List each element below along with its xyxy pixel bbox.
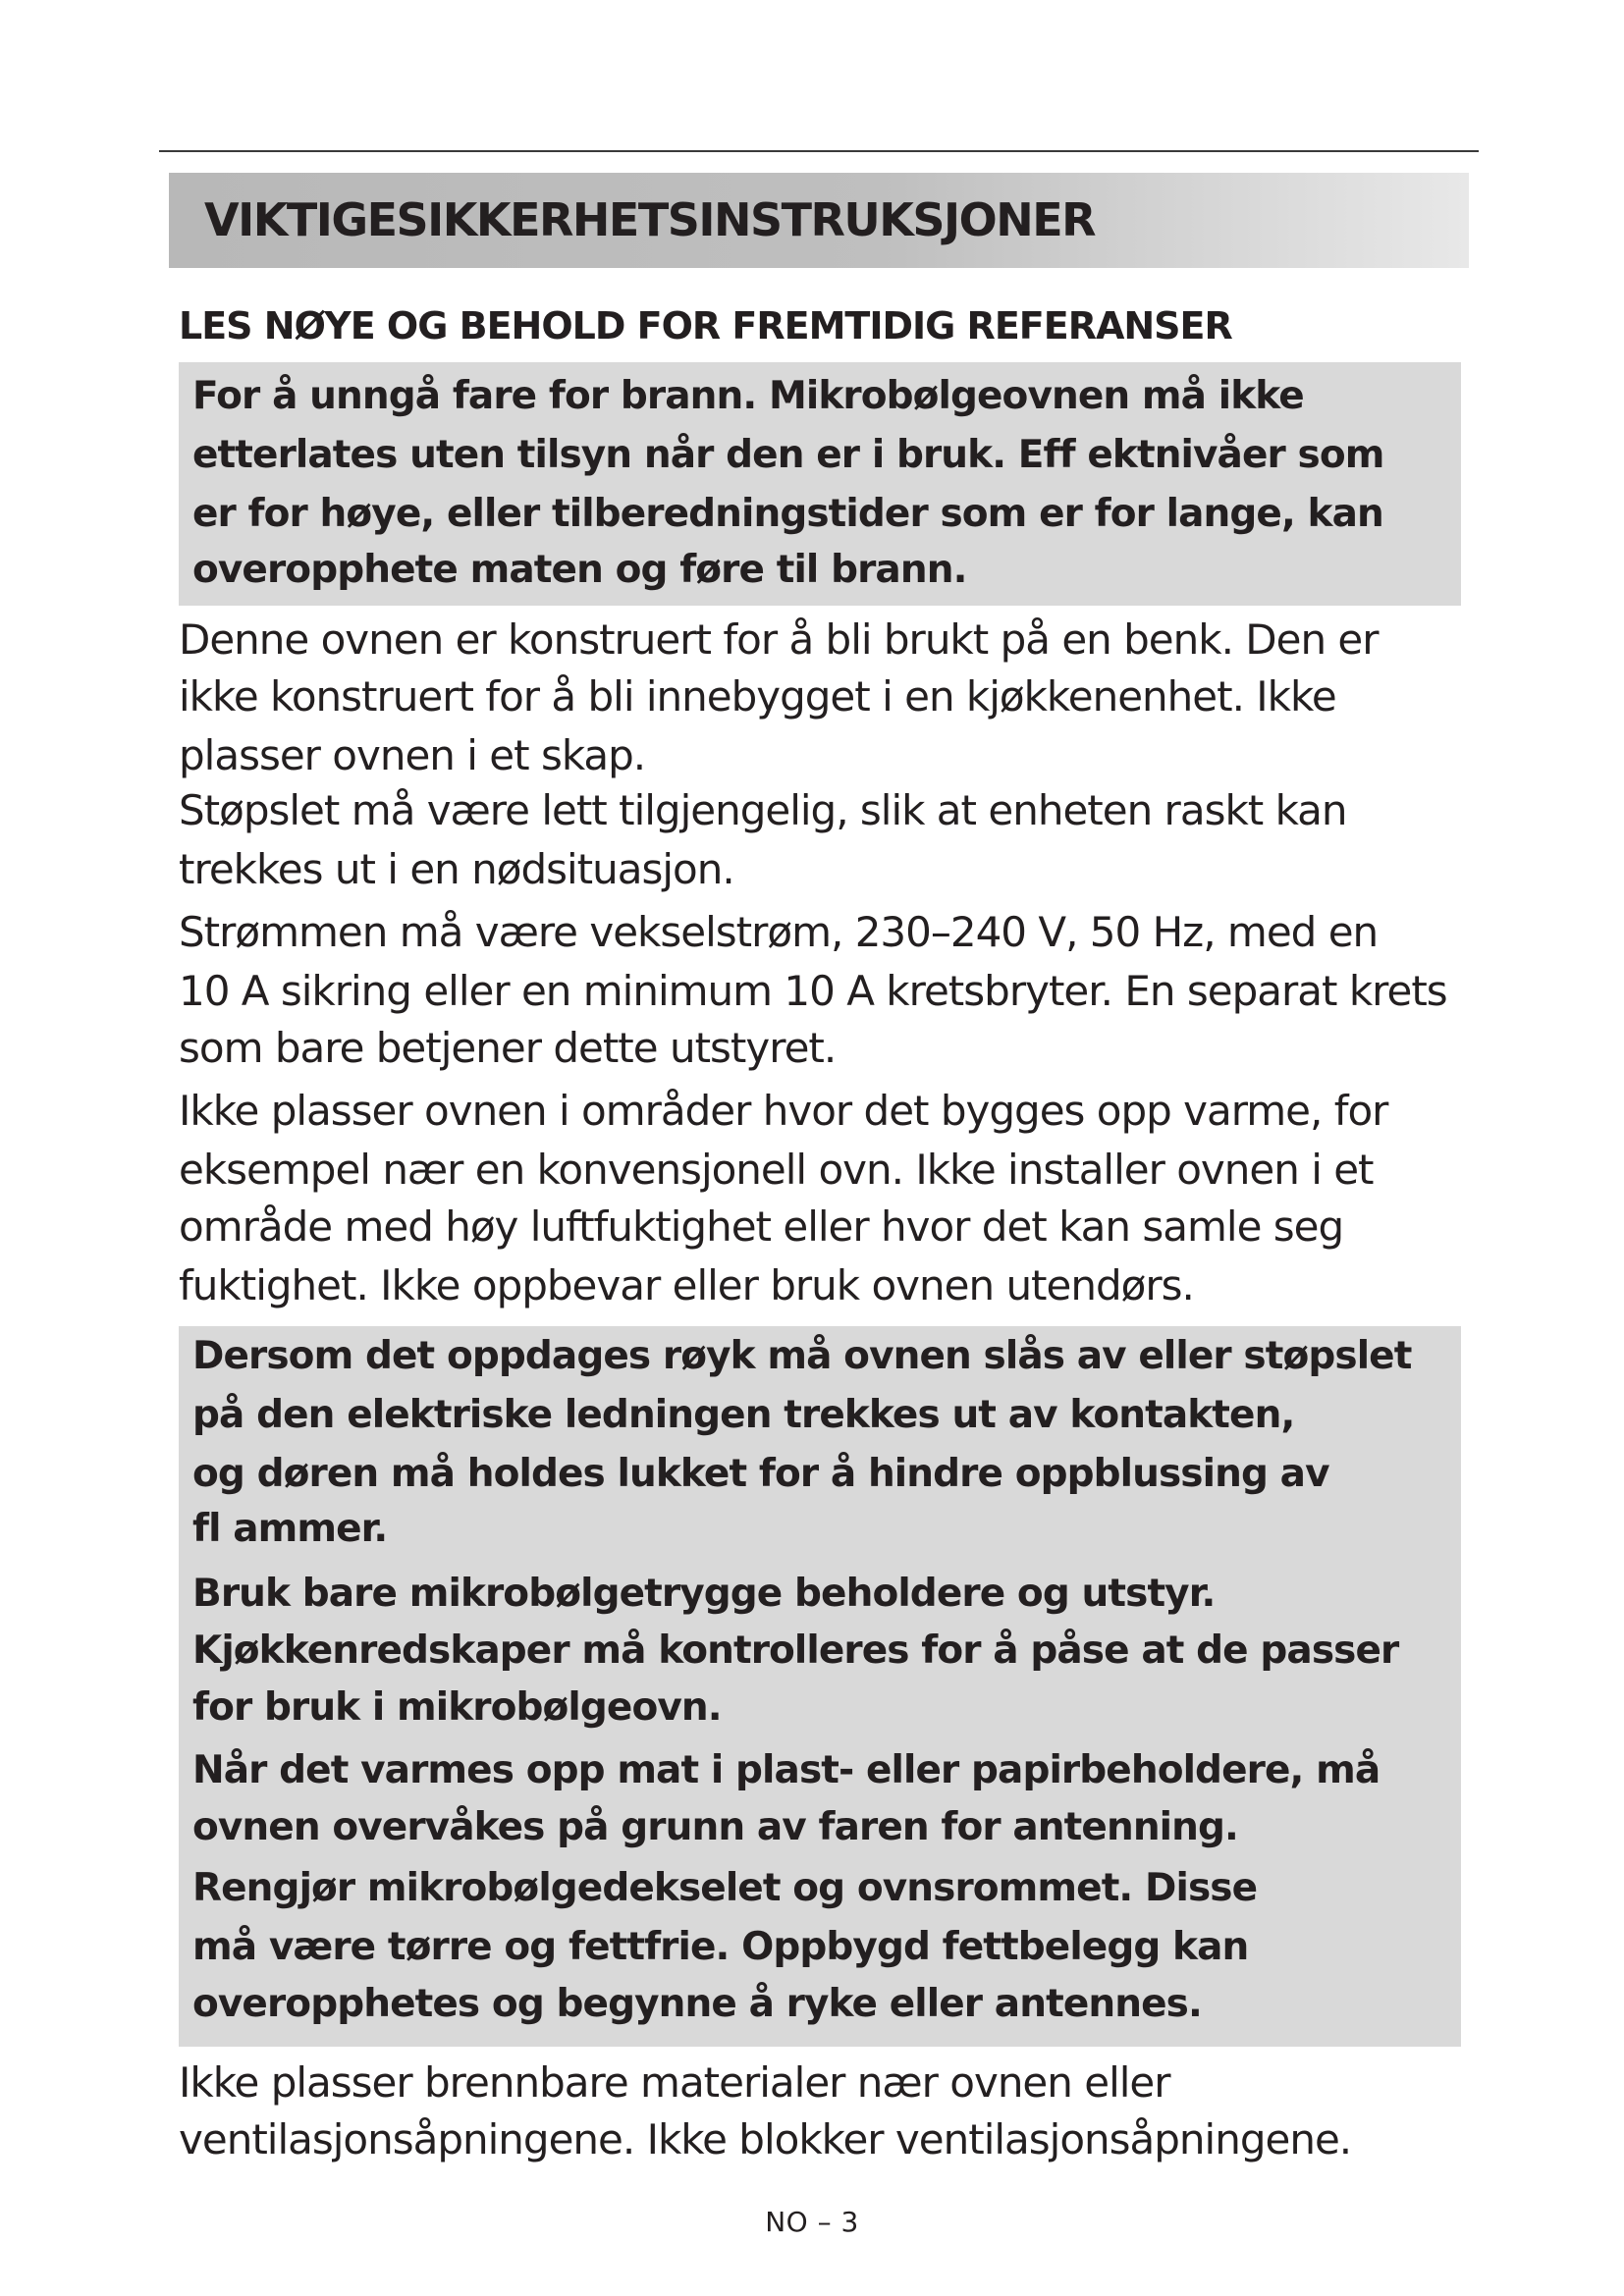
body-line: eksempel nær en konvensjonell ovn. Ikke installer ovnen i et [179,1146,1374,1194]
warning-line: overopphetes og begynne å ryke eller antennes. [192,1982,1202,2026]
body-line: Denne ovnen er konstruert for å bli brukt på en benk. Den er [179,615,1379,664]
body-line: fuktighet. Ikke oppbevar eller bruk ovnen utendørs. [179,1261,1194,1309]
page-title: VIKTIGESIKKERHETSINSTRUKSJONER [204,193,1096,246]
warning-line: må være tørre og fettfrie. Oppbygd fettbelegg kan [192,1925,1249,1969]
body-line: plasser ovnen i et skap. [179,731,646,779]
body-line: Ikke plasser ovnen i områder hvor det bygges opp varme, for [179,1087,1388,1135]
warning-line: Rengjør mikrobølgedekselet og ovnsrommet. Disse [192,1866,1258,1910]
body-line: 10 A sikring eller en minimum 10 A kretsbryter. En separat krets [179,967,1447,1015]
warning-line: på den elektriske ledningen trekkes ut av kontakten, [192,1393,1295,1437]
page-number: NO – 3 [765,2206,859,2238]
warning-line: Dersom det oppdages røyk må ovnen slås av eller støpslet [192,1334,1412,1378]
warning-line: overopphete maten og føre til brann. [192,548,967,592]
warning-line: Bruk bare mikrobølgetrygge beholdere og utstyr. [192,1572,1216,1616]
title-banner [169,173,1469,268]
warning-line: for bruk i mikrobølgeovn. [192,1685,722,1730]
body-line: område med høy luftfuktighet eller hvor det kan samle seg [179,1202,1344,1251]
warning-line: Når det varmes opp mat i plast- eller papirbeholdere, må [192,1748,1380,1792]
warning-line: er for høye, eller tilberedningstider som er for lange, kan [192,492,1383,536]
body-line: ikke konstruert for å bli innebygget i en kjøkkenenhet. Ikke [179,672,1336,721]
warning-line: Kjøkkenredskaper må kontrolleres for å påse at de passer [192,1629,1399,1673]
warning-line: og døren må holdes lukket for å hindre oppblussing av [192,1452,1329,1496]
body-line: som bare betjener dette utstyret. [179,1024,837,1072]
body-line: Støpslet må være lett tilgjengelig, slik at enheten raskt kan [179,786,1347,834]
header-rule [159,150,1479,152]
body-line: Strømmen må være vekselstrøm, 230–240 V, 50 Hz, med en [179,908,1379,956]
body-line: ventilasjonsåpningene. Ikke blokker ventilasjonsåpningene. [179,2115,1352,2163]
warning-line: fl ammer. [192,1507,388,1551]
warning-line: For å unngå fare for brann. Mikrobølgeovnen må ikke [192,374,1304,418]
body-line: trekkes ut i en nødsituasjon. [179,845,734,893]
page-subtitle: LES NØYE OG BEHOLD FOR FREMTIDIG REFERANSER [179,304,1232,347]
warning-line: etterlates uten tilsyn når den er i bruk. Eff ektnivåer som [192,433,1384,477]
warning-line: ovnen overvåkes på grunn av faren for antenning. [192,1805,1238,1849]
body-line: Ikke plasser brennbare materialer nær ovnen eller [179,2058,1170,2107]
